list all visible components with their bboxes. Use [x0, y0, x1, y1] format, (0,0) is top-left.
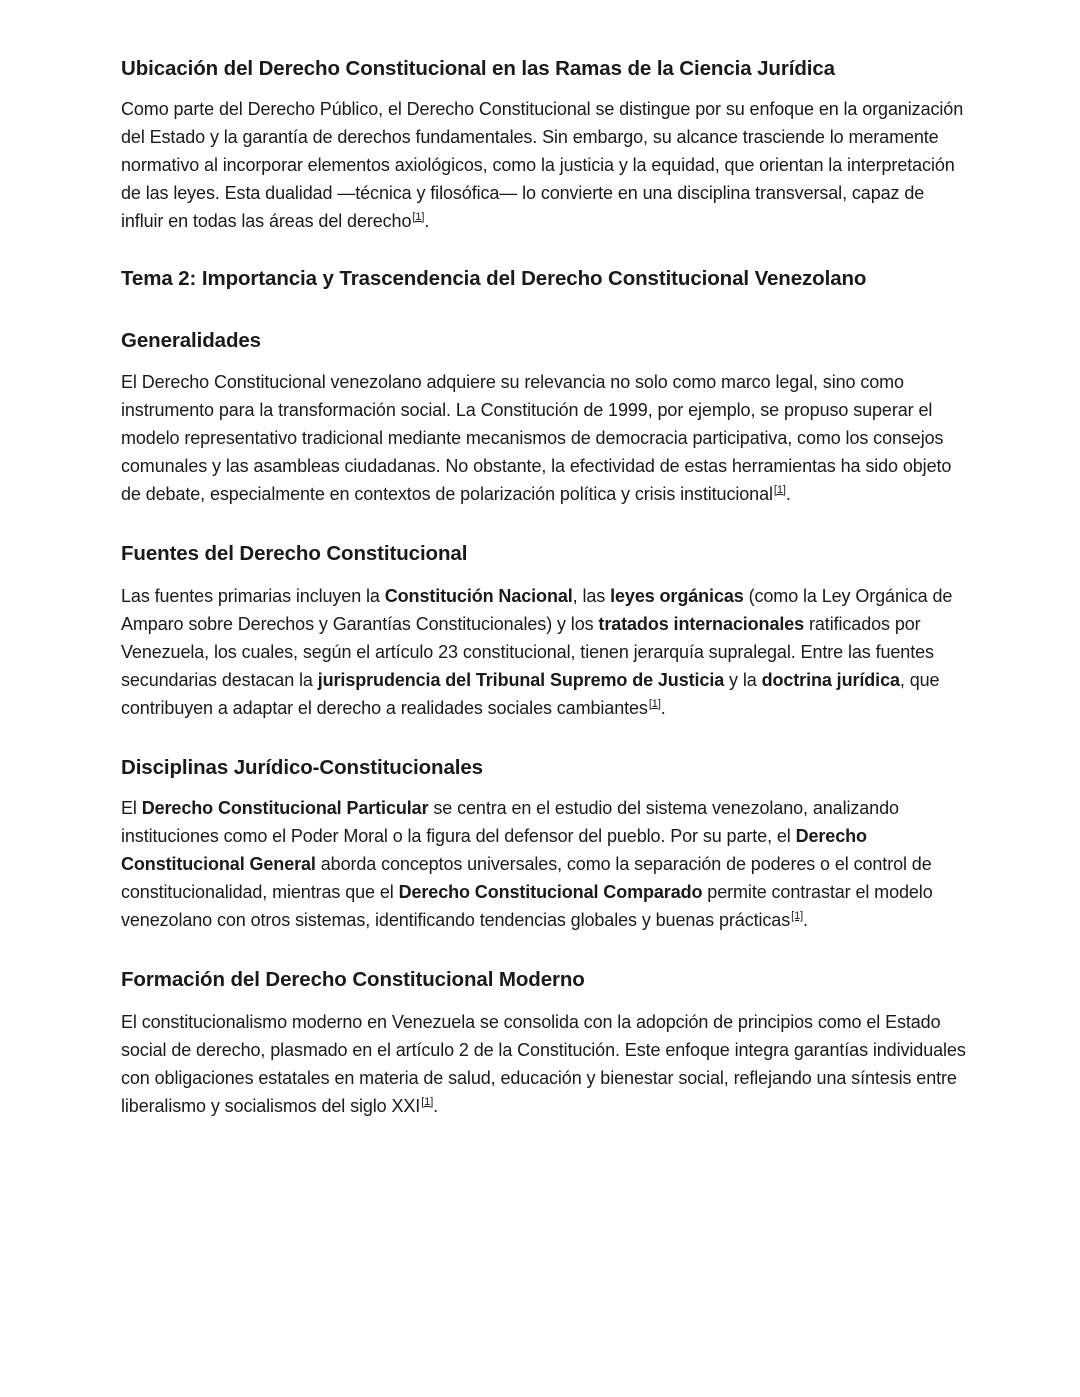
text-run: Las fuentes primarias incluyen la: [121, 585, 385, 606]
paragraph-end: .: [803, 910, 808, 931]
text-run: , que contribuyen a adaptar el derecho a realidades sociales cambiantes: [121, 669, 940, 718]
text-run: El: [121, 798, 142, 819]
text-run: permite contrastar el modelo venezolano con otros sistemas, identificando tendencias globales y buenas prácticas: [121, 882, 933, 931]
text-run: (como la Ley Orgánica de Amparo sobre Derechos y Garantías Constitucionales) y los: [121, 585, 953, 634]
paragraph-ubicacion: [121, 95, 966, 235]
footnote-reference-link[interactable]: [1]: [648, 697, 661, 710]
paragraph-text: El constitucionalismo moderno en Venezuela se consolida con la adopción de principios como el Estado social de derecho, plasmado en el artículo 2 de la Constitución. Este enfoque integra garantías individuales con obligaciones estatales en materia de salud, educación y bienestar social, reflejando una síntesis entre liberalismo y socialismos del siglo XXI: [121, 1011, 966, 1116]
bold-term: doctrina jurídica: [761, 669, 900, 690]
section-heading-ubicacion: Ubicación del Derecho Constitucional en las Ramas de la Ciencia Jurídica: [121, 57, 835, 80]
paragraph-text: Como parte del Derecho Público, el Derecho Constitucional se distingue por su enfoque en la organización del Estado y la garantía de derechos fundamentales. Sin embargo, su alcance trasciende lo meramente normativo al incorporar elementos axiológicos, como la justicia y la equidad, que orientan la interpretación de las leyes. Esta dualidad —técnica y filosófica— lo convierte en una disciplina transversal, capaz de influir en todas las áreas del derecho: [121, 98, 964, 231]
paragraph-end: .: [433, 1095, 439, 1116]
paragraph-formacion: [121, 1008, 966, 1120]
paragraph-end: .: [785, 483, 791, 504]
paragraph-end: .: [660, 697, 666, 718]
bold-term: jurisprudencia del Tribunal Supremo de Justicia: [317, 669, 725, 690]
paragraph-generalidades: [121, 368, 966, 508]
document-page: [121, 52, 966, 1120]
paragraph-fuentes: [121, 582, 966, 722]
footnote-reference-link[interactable]: [1]: [773, 483, 786, 496]
section-heading-fuentes: Fuentes del Derecho Constitucional: [121, 541, 468, 565]
bold-term: leyes orgánicas: [610, 585, 744, 606]
section-heading-disciplinas: Disciplinas Jurídico-Constitucionales: [121, 755, 483, 779]
footnote-reference-link[interactable]: [1]: [412, 210, 425, 223]
paragraph-text: El Derecho Constitucional venezolano adquiere su relevancia no solo como marco legal, sino como instrumento para la transformación social. La Constitución de 1999, por ejemplo, se propuso superar el modelo representativo tradicional mediante mecanismos de democracia participativa, como los consejos comunales y las asambleas ciudadanas. No obstante, la efectividad de estas herramientas ha sido objeto de debate, especialmente en contextos de polarización política y crisis institucional: [121, 371, 952, 504]
text-run: y la: [724, 669, 762, 690]
bold-term: tratados internacionales: [598, 613, 805, 634]
text-run: ratificados por Venezuela, los cuales, según el artículo 23 constitucional, tienen jerarquía supralegal. Entre las fuentes secundarias destacan la: [121, 613, 934, 690]
paragraph-disciplinas: [121, 794, 966, 934]
paragraph-end: .: [424, 210, 430, 231]
section-heading-formacion: Formación del Derecho Constitucional Moderno: [121, 968, 585, 992]
bold-term: Constitución Nacional: [384, 585, 573, 606]
text-run: se centra en el estudio del sistema venezolano, analizando instituciones como el Poder Moral o la figura del defensor del pueblo. Por su parte, el: [121, 798, 899, 847]
section-heading-generalidades: Generalidades: [121, 329, 261, 353]
bold-term: Derecho Constitucional General: [121, 826, 867, 875]
text-run: , las: [572, 585, 611, 606]
text-run: aborda conceptos universales, como la separación de poderes o el control de constitucionalidad, mientras que el: [121, 854, 932, 903]
bold-term: Derecho Constitucional Particular: [141, 798, 429, 819]
footnote-reference-link[interactable]: [1]: [421, 1095, 434, 1108]
bold-term: Derecho Constitucional Comparado: [398, 882, 703, 903]
footnote-reference-link[interactable]: [1]: [791, 910, 804, 923]
topic-heading-tema-2: Tema 2: Importancia y Trascendencia del Derecho Constitucional Venezolano: [121, 266, 867, 290]
